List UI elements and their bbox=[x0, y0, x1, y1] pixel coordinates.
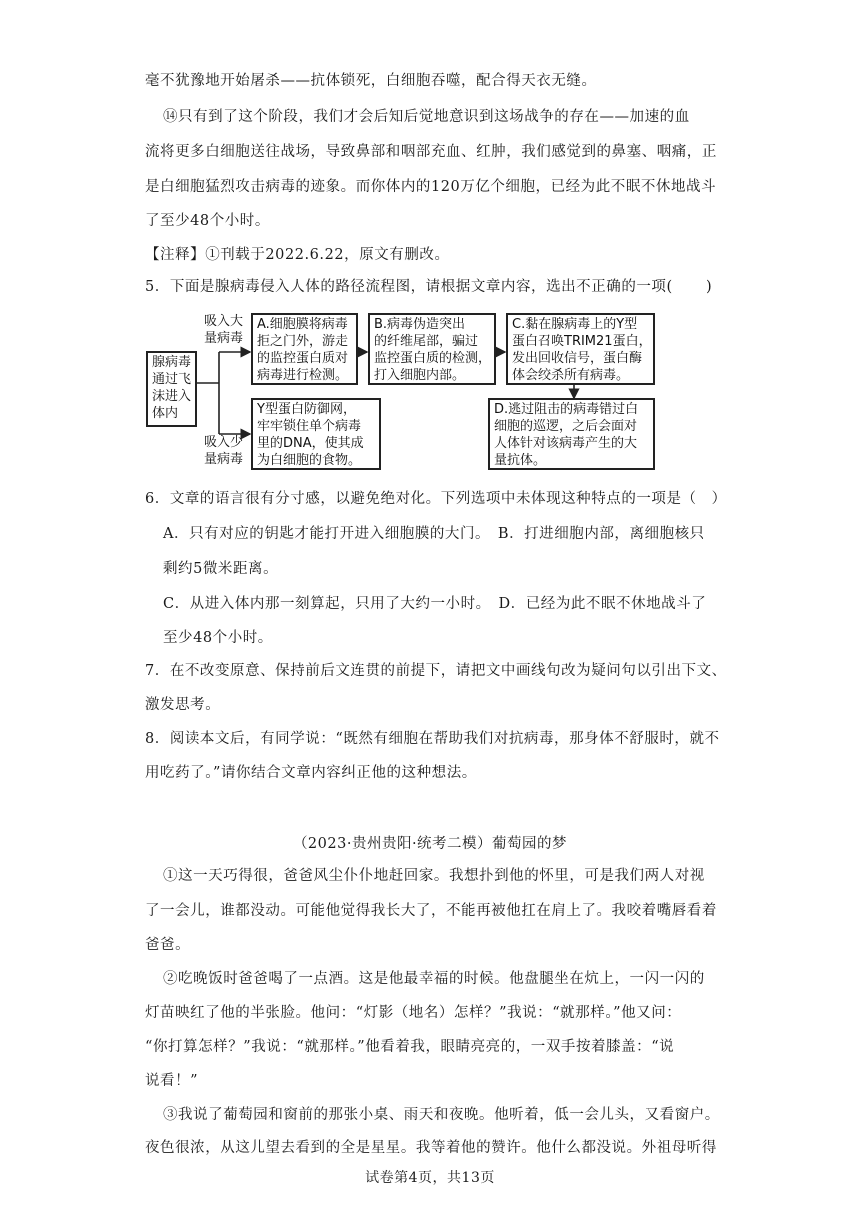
start-node bbox=[146, 351, 197, 427]
box-b: B.病毒伪造突出 的纤维尾部，骗过 监控蛋白质的检测， 打入细胞内部。 bbox=[368, 313, 496, 385]
paragraph-14-line: 流将更多白细胞送往战场，导致鼻部和咽部充血、红肿，我们感觉到的鼻塞、咽痛，正 bbox=[145, 144, 717, 160]
box-a: A.细胞膜将病毒 拒之门外，游走 的监控蛋白质对 病毒进行检测。 bbox=[251, 313, 358, 385]
flow-diagram-arrows bbox=[0, 0, 860, 480]
story-p3-line: 夜色很浓，从这儿望去看到的全是星星。我等着他的赞许。他什么都没说。外祖母听得 bbox=[145, 1140, 717, 1156]
question-6-option-d-cont: 至少48个小时。 bbox=[163, 630, 273, 646]
paragraph-14-line: 是白细胞猛烈攻击病毒的迹象。而你体内的120万亿个细胞，已经为此不眠不休地战斗 bbox=[145, 179, 717, 195]
story-p2-line: “你打算怎样？”我说：“就那样。”他看着我，眼睛亮亮的，一双手按着膝盖：“说 bbox=[145, 1039, 675, 1055]
start-node-line: 沫进入 bbox=[152, 389, 192, 404]
question-5-answer-paren: ) bbox=[706, 279, 713, 295]
story-p2-line: 灯苗映红了他的半张脸。他问：“灯影（地名）怎样？”我说：“就那样。”他又问： bbox=[145, 1005, 682, 1021]
start-node-line: 腺病毒 bbox=[152, 355, 192, 370]
story-p1-line: 爸爸。 bbox=[145, 937, 191, 953]
page-footer: 试卷第4页，共13页 bbox=[365, 1170, 495, 1186]
story-p3-line: ③我说了葡萄园和窗前的那张小桌、雨天和夜晚。他听着，低一会儿头，又看窗户。 bbox=[163, 1107, 720, 1123]
story-p2-line: 说看！” bbox=[145, 1073, 199, 1089]
story-p2-line: ②吃晚饭时爸爸喝了一点酒。这是他最幸福的时候。他盘腿坐在炕上，一闪一闪的 bbox=[163, 971, 705, 987]
label-small-dose: 吸入少 量病毒 bbox=[204, 435, 244, 467]
question-6-stem: 6．文章的语言很有分寸感，以避免绝对化。下列选项中未体现这种特点的一项是（ ） bbox=[145, 491, 727, 507]
question-7-line: 7．在不改变原意、保持前后文连贯的前提下，请把文中画线句改为疑问句以引出下文、 bbox=[145, 663, 727, 679]
annotation-note: 【注释】①刊载于2022.6.22，原文有删改。 bbox=[145, 247, 450, 263]
paragraph-14-line: ⑭只有到了这个阶段，我们才会后知后觉地意识到这场战争的存在——加速的血 bbox=[163, 109, 690, 125]
start-node-line: 体内 bbox=[152, 406, 179, 421]
question-5-stem: 5．下面是腺病毒侵入人体的路径流程图，请根据文章内容，选出不正确的一项( bbox=[145, 279, 673, 295]
start-node-line: 通过飞 bbox=[152, 372, 192, 387]
story-p1-line: 了一会儿，谁都没动。可能他觉得我长大了，不能再被他扛在肩上了。我咬着嘴唇看着 bbox=[145, 903, 717, 919]
box-d: D.逃过阻击的病毒错过白 细胞的巡逻，之后会面对 人体针对该病毒产生的大 量抗体。 bbox=[488, 398, 655, 470]
question-6-options-cd: C．从进入体内那一刻算起，只用了大约一小时。 D．已经为此不眠不休地战斗了 bbox=[163, 596, 707, 612]
question-8-line: 8．阅读本文后，有同学说：“既然有细胞在帮助我们对抗病毒，那身体不舒服时，就不 bbox=[145, 731, 720, 747]
story-title: （2023·贵州贵阳·统考二模）葡萄园的梦 bbox=[292, 836, 568, 852]
story-p1-line: ①这一天巧得很，爸爸风尘仆仆地赶回家。我想扑到他的怀里，可是我们两人对视 bbox=[163, 868, 705, 884]
label-large-dose: 吸入大 量病毒 bbox=[204, 314, 244, 346]
question-6-options-ab: A．只有对应的钥匙才能打开进入细胞膜的大门。 B．打进细胞内部，离细胞核只 bbox=[163, 526, 705, 542]
question-6-option-b-cont: 剩约5微米距离。 bbox=[163, 561, 279, 577]
question-7-line: 激发思考。 bbox=[145, 697, 221, 713]
paragraph-14-line: 了至少48个小时。 bbox=[145, 213, 270, 229]
box-c: C.黏在腺病毒上的Y型 蛋白召唤TRIM21蛋白， 发出回收信号，蛋白酶 体会绞杀所有病毒。 bbox=[506, 313, 655, 385]
box-y-protein: Y型蛋白防御网， 牢牢锁住单个病毒 里的DNA，使其成 为白细胞的食物。 bbox=[251, 398, 381, 470]
paragraph-line: 毫不犹豫地开始屠杀——抗体锁死，白细胞吞噬，配合得天衣无缝。 bbox=[145, 73, 597, 89]
question-8-line: 用吃药了。”请你结合文章内容纠正他的这种想法。 bbox=[145, 765, 477, 781]
